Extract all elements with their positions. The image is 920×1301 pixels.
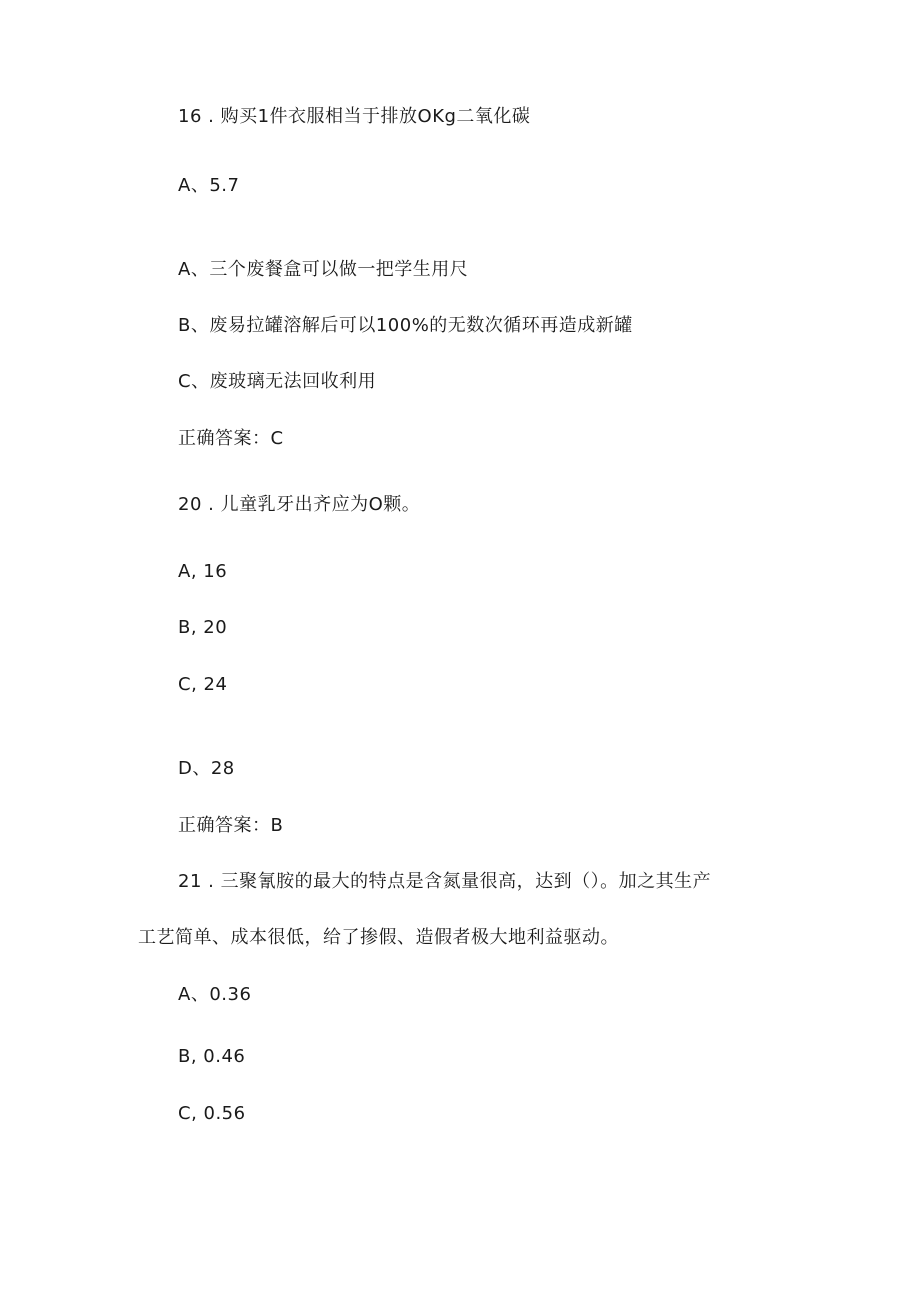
- option-a: A、5.7: [178, 175, 240, 196]
- option-a: A、0.36: [178, 984, 252, 1005]
- option-c: C、废玻璃无法回收利用: [178, 371, 377, 392]
- question-16-text: 16 . 购买1件衣服相当于排放OKg二氧化碳: [178, 106, 531, 127]
- option-b: B, 20: [178, 617, 228, 638]
- question-20-text: 20 . 儿童乳牙出齐应为O颗。: [178, 494, 421, 515]
- question-21-text-continued: 工艺简单、成本很低，给了掺假、造假者极大地利益驱动。: [138, 927, 619, 948]
- option-a: A, 16: [178, 561, 228, 582]
- option-b: B、废易拉罐溶解后可以100%的无数次循环再造成新罐: [178, 315, 633, 336]
- question-21-text: 21 . 三聚氰胺的最大的特点是含氮量很高，达到（）。加之其生产: [178, 871, 712, 892]
- option-c: C, 24: [178, 674, 228, 695]
- option-c: C, 0.56: [178, 1103, 246, 1124]
- option-b: B, 0.46: [178, 1046, 246, 1067]
- option-a: A、三个废餐盒可以做一把学生用尺: [178, 259, 469, 280]
- option-d: D、28: [178, 758, 235, 779]
- correct-answer: 正确答案：C: [178, 428, 284, 449]
- correct-answer: 正确答案：B: [178, 815, 284, 836]
